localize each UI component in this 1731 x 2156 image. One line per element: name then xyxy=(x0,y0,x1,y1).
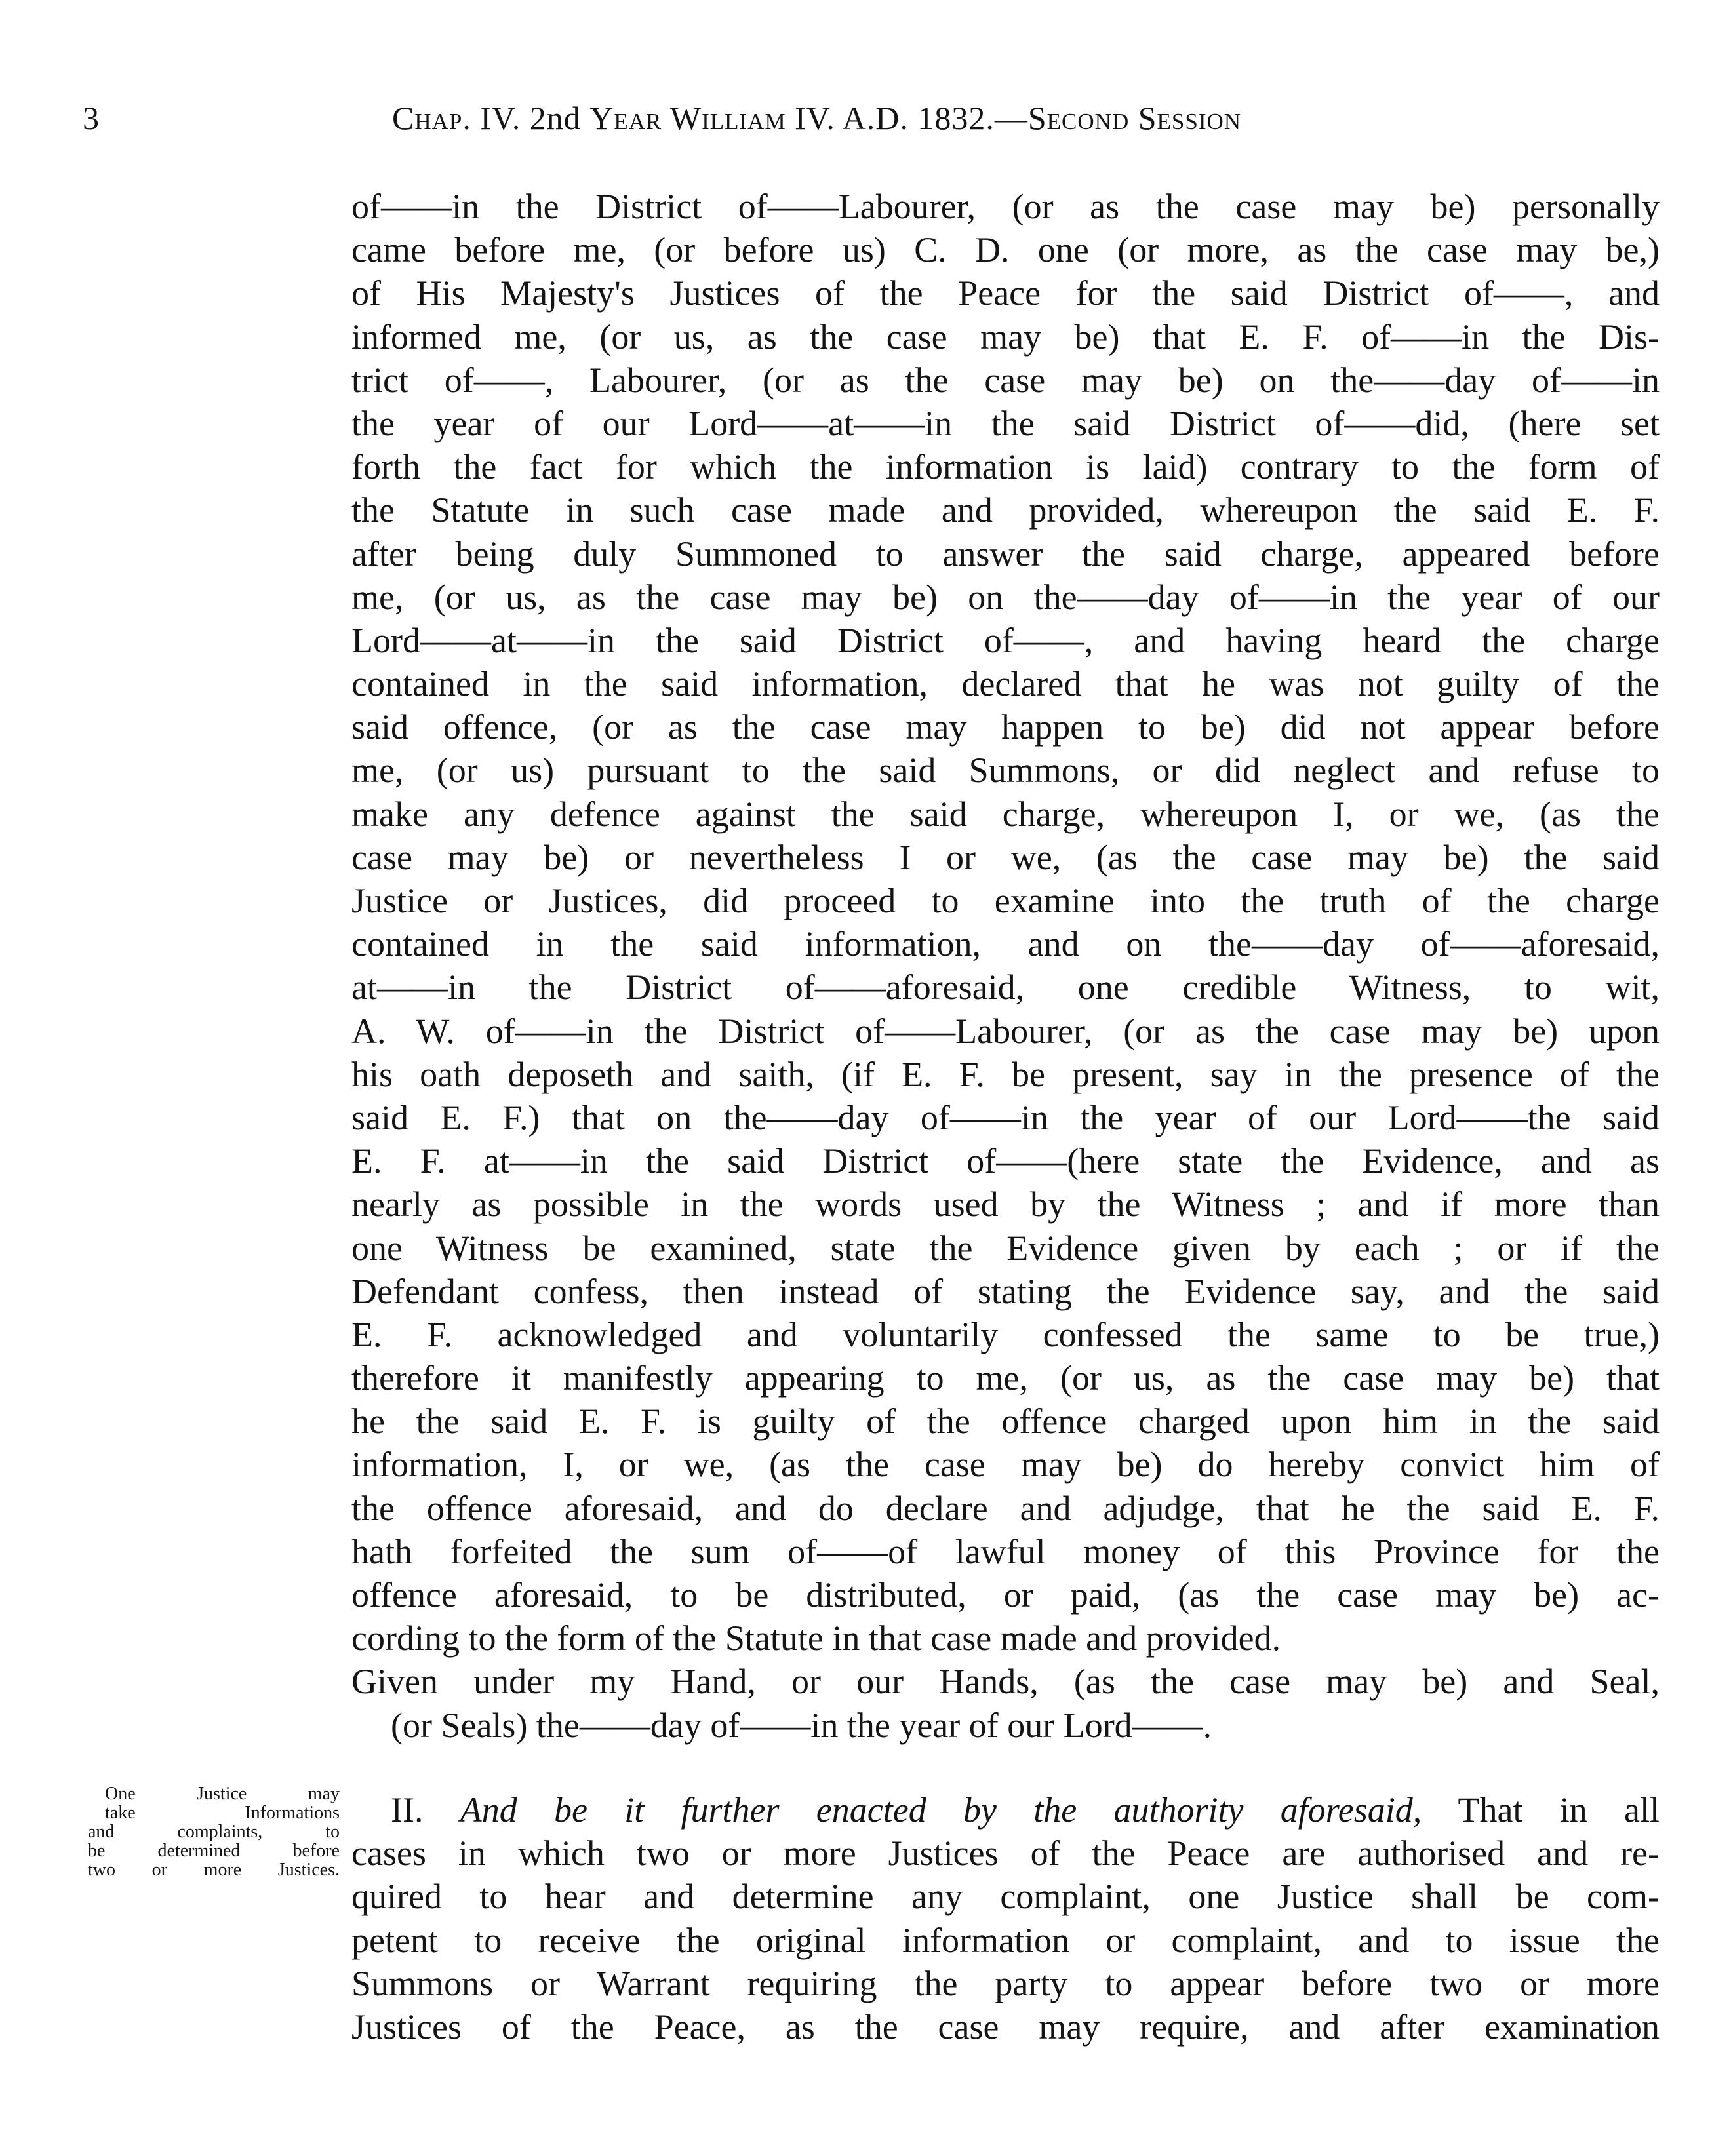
text-line: petent to receive the original information or complaint, and to issue the xyxy=(351,1920,1660,1960)
text-line: contained in the said information, declared that he was not guilty of the xyxy=(351,664,1660,704)
text-line: make any defence against the said charge, whereupon I, or we, (as the xyxy=(351,794,1660,834)
running-head-year: Year xyxy=(589,100,662,136)
text-line: E. F. at——in the said District of——(here state the Evidence, and as xyxy=(351,1141,1660,1181)
page-number: 3 xyxy=(83,100,99,136)
running-head-chap: Chap. xyxy=(392,100,471,136)
text-line: informed me, (or us, as the case may be) that E. F. of——in the Dis- xyxy=(351,317,1660,357)
text-line: the year of our Lord——at——in the said District of——did, (here set xyxy=(351,403,1660,443)
text-line: trict of——, Labourer, (or as the case may be) on the——day of——in xyxy=(351,360,1660,400)
text-line: A. W. of——in the District of——Labourer, (or as the case may be) upon xyxy=(351,1011,1660,1051)
text-line: E. F. acknowledged and voluntarily confessed the same to be true,) xyxy=(351,1314,1660,1354)
text-line: Justice or Justices, did proceed to examine into the truth of the charge xyxy=(351,881,1660,920)
marginal-note xyxy=(88,1784,350,1879)
marginal-note-line: One Justice may xyxy=(105,1784,340,1804)
section-two-first-line xyxy=(351,1788,1660,1832)
text-line: hath forfeited the sum of——of lawful money of this Province for the xyxy=(351,1531,1660,1571)
text-line: me, (or us) pursuant to the said Summons, or did neglect and refuse to xyxy=(351,751,1660,791)
running-head xyxy=(392,98,1605,138)
text-line: the Statute in such case made and provided, whereupon the said E. F. xyxy=(351,490,1660,530)
marginal-note-line: be determined before xyxy=(88,1841,340,1861)
text-line: me, (or us, as the case may be) on the——day of——in the year of our xyxy=(351,577,1660,617)
section-numeral: II. xyxy=(391,1790,460,1830)
running-head-session: Second Session xyxy=(1027,100,1242,136)
text-line: came before me, (or before us) C. D. one (or more, as the case may be,) xyxy=(351,230,1660,270)
form-text xyxy=(351,185,1660,1747)
text-line: (or Seals) the——day of——in the year of our Lord——. xyxy=(391,1705,1212,1745)
text-line: offence aforesaid, to be distributed, or paid, (as the case may be) ac- xyxy=(351,1575,1660,1615)
marginal-note-line: and complaints, to xyxy=(88,1822,340,1842)
text-line: case may be) or nevertheless I or we, (as the case may be) the said xyxy=(351,837,1660,877)
text-line: information, I, or we, (as the case may be) do hereby convict him of xyxy=(351,1445,1660,1485)
text-line: of——in the District of——Labourer, (or as the case may be) personally xyxy=(351,187,1660,226)
section-two-first-line-rest: That in all xyxy=(1422,1790,1660,1830)
running-head-william: William xyxy=(662,100,786,136)
text-line: Justices of the Peace, as the case may require, and after examination xyxy=(351,2007,1660,2047)
running-head-middle: IV. 2nd xyxy=(471,100,590,136)
text-line: Given under my Hand, or our Hands, (as the case may be) and Seal, xyxy=(351,1662,1660,1702)
text-line: after being duly Summoned to answer the said charge, appeared before xyxy=(351,534,1660,574)
text-line: the offence aforesaid, and do declare and adjudge, that he the said E. F. xyxy=(351,1488,1660,1528)
text-line: at——in the District of——aforesaid, one credible Witness, to wit, xyxy=(351,968,1660,1008)
text-line: his oath deposeth and saith, (if E. F. be present, say in the presence of the xyxy=(351,1054,1660,1094)
text-line: said E. F.) that on the——day of——in the year of our Lord——the said xyxy=(351,1097,1660,1137)
text-line: he the said E. F. is guilty of the offence charged upon him in the said xyxy=(351,1401,1660,1441)
text-line: cases in which two or more Justices of the Peace are authorised and re- xyxy=(351,1833,1660,1873)
running-head-date: IV. A.D. 1832.— xyxy=(786,100,1028,136)
text-line: contained in the said information, and on the——day of——aforesaid, xyxy=(351,924,1660,964)
text-line: nearly as possible in the words used by the Witness ; and if more than xyxy=(351,1185,1660,1225)
marginal-note-line: two or more Justices. xyxy=(88,1860,340,1880)
text-line: one Witness be examined, state the Evidence given by each ; or if the xyxy=(351,1228,1660,1268)
text-line: quired to hear and determine any complaint, one Justice shall be com- xyxy=(351,1877,1660,1917)
text-line: Defendant confess, then instead of stating the Evidence say, and the said xyxy=(351,1271,1660,1311)
text-line: said offence, (or as the case may happen to be) did not appear before xyxy=(351,707,1660,747)
text-line: Summons or Warrant requiring the party to appear before two or more xyxy=(351,1963,1660,2003)
marginal-note-line: take Informations xyxy=(105,1803,340,1823)
text-line: of His Majesty's Justices of the Peace for the said District of——, and xyxy=(351,273,1660,313)
text-line: therefore it manifestly appearing to me, (or us, as the case may be) that xyxy=(351,1358,1660,1398)
text-line: forth the fact for which the information is laid) contrary to the form of xyxy=(351,447,1660,487)
enacting-clause: And be it further enacted by the authority aforesaid, xyxy=(460,1790,1422,1830)
text-line: cording to the form of the Statute in that case made and provided. xyxy=(351,1618,1281,1658)
section-two xyxy=(351,1788,1660,2048)
text-line: Lord——at——in the said District of——, and having heard the charge xyxy=(351,620,1660,660)
